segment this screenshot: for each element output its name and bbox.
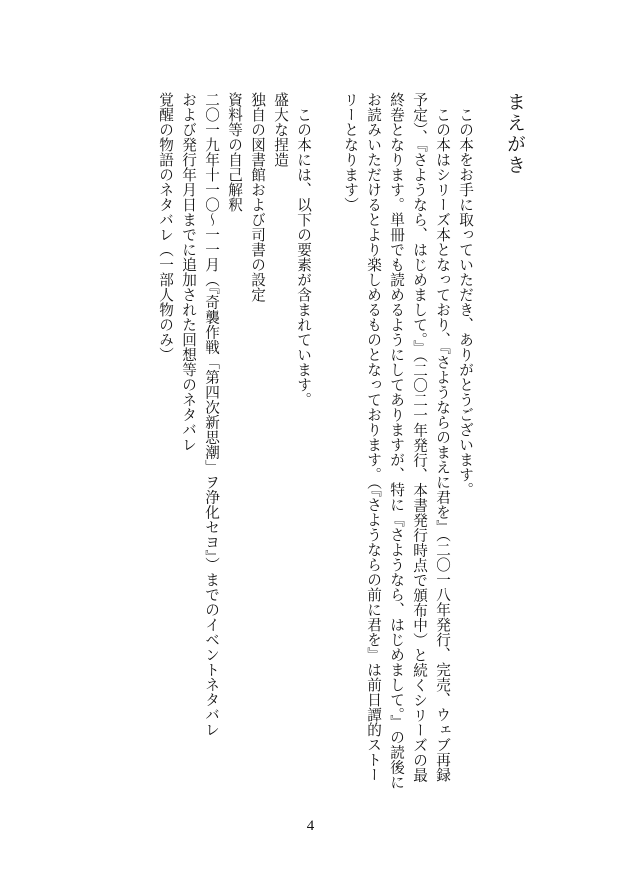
list-item: 資料等の自己解釈	[226, 92, 243, 212]
list-item: 盛大な捏造	[272, 92, 289, 167]
page-number: 4	[306, 818, 315, 834]
list-item: および発行年月日までに追加された回想等のネタバレ	[180, 92, 197, 452]
paragraph-series-info: この本はシリーズ本となっており、『さようならのまえに君を』（二〇一八年発行、完売、ウェブ再録予定）、『さようなら、はじめまして。』（二〇二一年発行、本書発行時点で頒布中）と続くシリーズの最終巻となります。単冊でも読めるようにしてありますが、特に『さようなら、はじめまして。』の読後にお読みいただけるとより楽しめるものとなっております。（『さようならの前に君を』は前日譚的ストーリーとなります）	[342, 92, 451, 790]
page-title: まえがき	[504, 92, 526, 176]
list-item: 二〇一九年十一〇〜一一月（『奇襲作戦「第四次新思潮」ヲ浄化セヨ』）までのイベントネタバレ	[203, 92, 220, 738]
paragraph-thanks: この本をお手に取っていただき、ありがとうございます。	[457, 106, 474, 497]
paragraph-gap	[315, 92, 339, 102]
preface-text-block	[154, 92, 526, 792]
paragraph-contents-intro: この本には、以下の要素が含まれています。	[295, 106, 312, 407]
list-item: 独自の図書館および司書の設定	[249, 92, 266, 302]
list-item: 覚醒の物語のネタバレ（一部人物のみ）	[157, 92, 174, 362]
